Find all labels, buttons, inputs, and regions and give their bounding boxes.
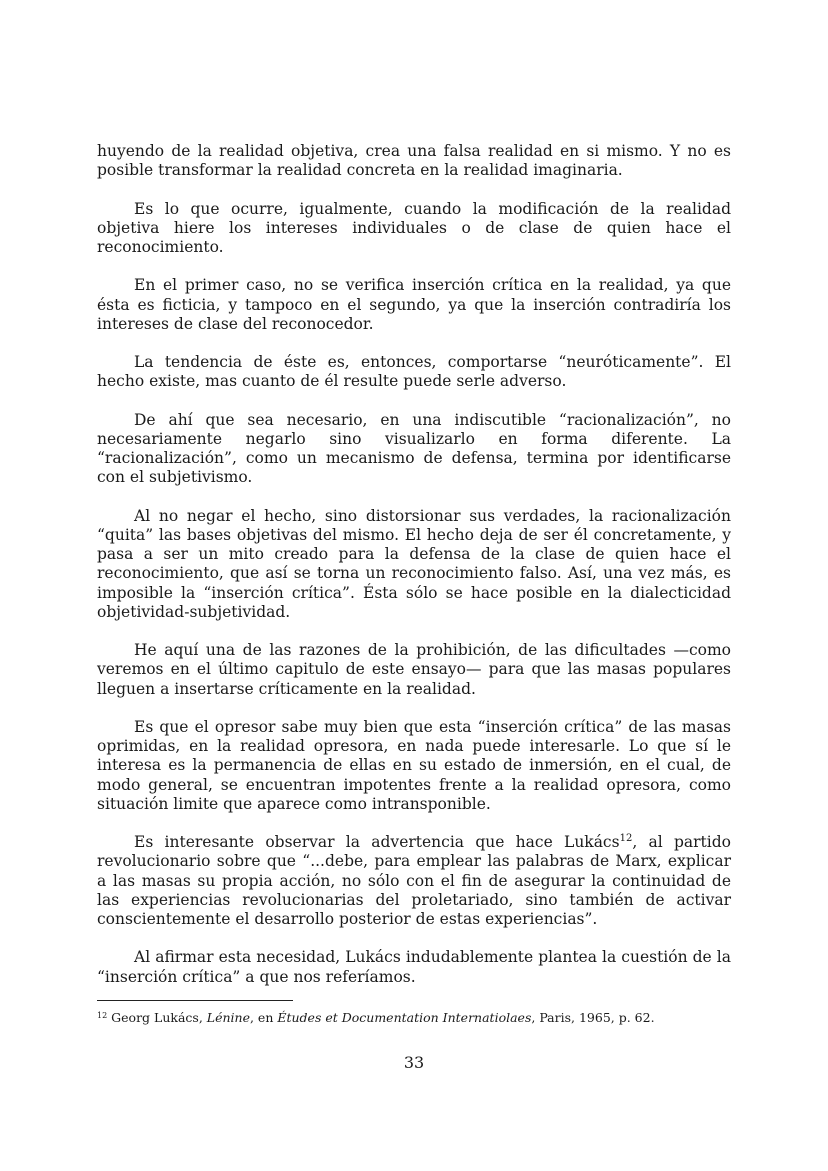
footnote-source: Études et Documentation Internatiolaes xyxy=(277,1010,532,1025)
paragraph: He aquí una de las razones de la prohibición, de las dificultades —como veremos en el último capitulo de este ensayo— para que las masas populares lleguen a insertarse críticamente en la realidad. xyxy=(97,641,731,698)
paragraph: Es lo que ocurre, igualmente, cuando la modificación de la realidad objetiva hiere los intereses individuales o de clase de quien hace el reconocimiento. xyxy=(97,199,731,256)
paragraph: De ahí que sea necesario, en una indiscutible “racionalización”, no necesariamente negarlo sino visualizarlo en forma diferente. La “racionalización”, como un mecanismo de defensa, termina por identificarse con el subjetivismo. xyxy=(97,410,731,487)
footnote xyxy=(97,1010,737,1026)
paragraph-text-before: Es interesante observar la advertencia que hace Lukács xyxy=(134,833,620,852)
footnote-divider xyxy=(97,1000,293,1001)
paragraph: Es que el opresor sabe muy bien que esta “inserción crítica” de las masas oprimidas, en la realidad opresora, en nada puede interesarle. Lo que sí le interesa es la permanencia de ellas en su estado de inmersión, en el cual, de modo general, se encuentran impotentes frente a la realidad opresora, como situación limite que aparece como intransponible. xyxy=(97,717,731,813)
paragraph-text-after: , al partido revolucionario sobre que “...debe, para emplear las palabras de Marx, explicar a las masas su propia acción, no sólo con el fin de asegurar la continuidad de las experiencias revolucionarias del proletariado, sino también de activar conscientemente el desarrollo posterior de estas experiencias”. xyxy=(97,833,732,928)
page-body xyxy=(97,142,731,1006)
paragraph: La tendencia de éste es, entonces, comportarse “neuróticamente”. El hecho existe, mas cuanto de él resulte puede serle adverso. xyxy=(97,353,731,391)
footnote-author: Georg Lukács, xyxy=(107,1010,207,1025)
footnote-number: 12 xyxy=(97,1011,108,1020)
footnote-connector: , en xyxy=(249,1010,278,1025)
footnote-title: Lénine xyxy=(206,1010,250,1025)
paragraph: En el primer caso, no se verifica inserción crítica en la realidad, ya que ésta es ficticia, y tampoco en el segundo, ya que la inserción contradiría los intereses de clase del reconocedor. xyxy=(97,276,731,333)
footnote-tail: , Paris, 1965, p. 62. xyxy=(531,1010,655,1025)
footnote-reference[interactable]: 12 xyxy=(619,833,633,845)
final-paragraph: Al afirmar esta necesidad, Lukács indudablemente plantea la cuestión de la “inserción crítica” a que nos referíamos. xyxy=(97,948,731,986)
page-number: 33 xyxy=(403,1053,425,1072)
paragraph: huyendo de la realidad objetiva, crea una falsa realidad en si mismo. Y no es posible transformar la realidad concreta en la realidad imaginaria. xyxy=(97,142,731,180)
lukacs-paragraph xyxy=(97,833,731,929)
paragraph: Al no negar el hecho, sino distorsionar sus verdades, la racionalización “quita” las bases objetivas del mismo. El hecho deja de ser él concretamente, y pasa a ser un mito creado para la defensa de la clase de quien hace el reconocimiento, que así se torna un reconocimiento falso. Así, una vez más, es imposible la “inserción crítica”. Ésta sólo se hace posible en la dialecticidad objetividad-subjetividad. xyxy=(97,506,731,621)
